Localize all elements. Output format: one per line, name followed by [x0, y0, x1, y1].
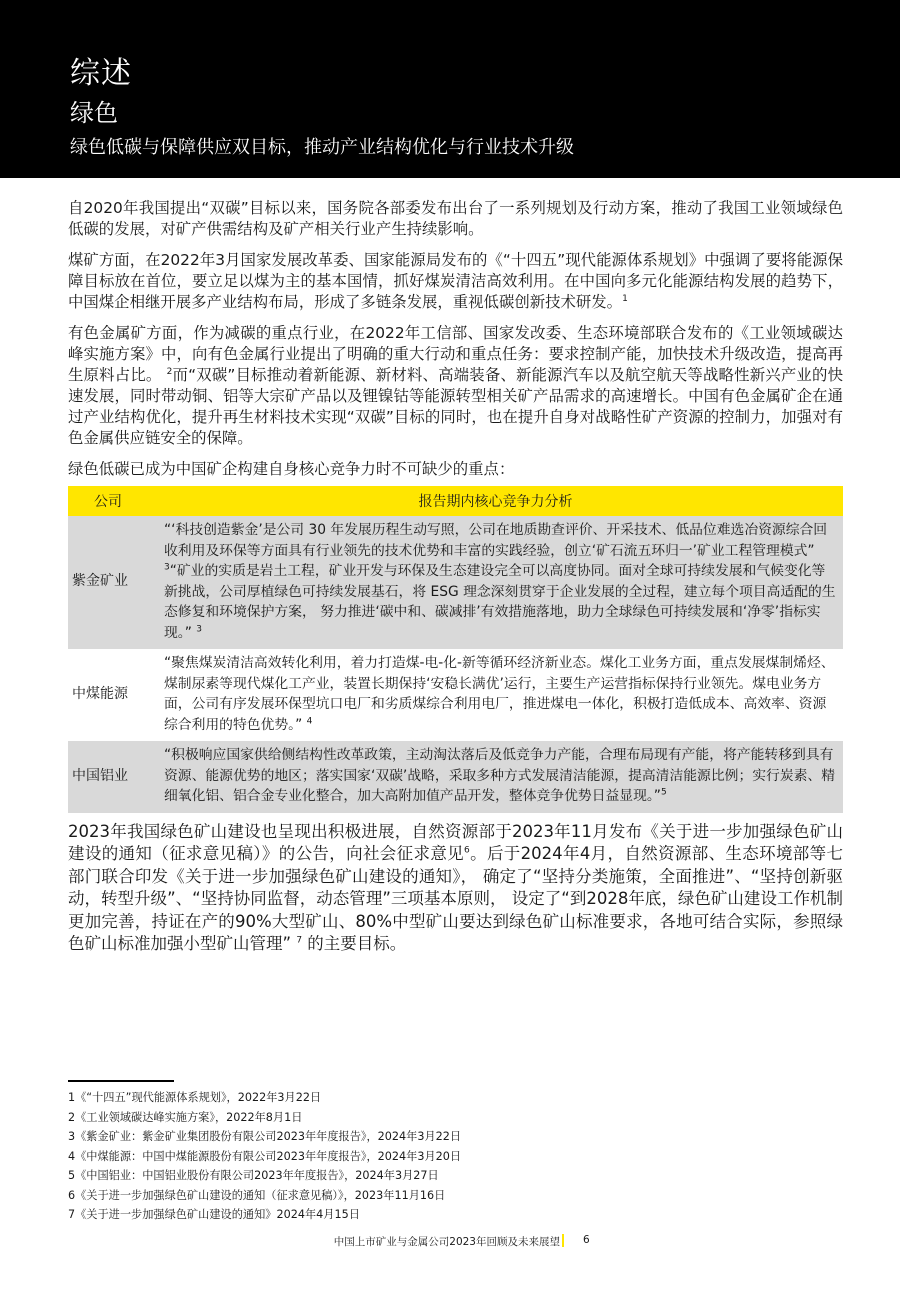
footnote-ref[interactable]: 1 [622, 293, 628, 304]
report-title: 中国上市矿业与金属公司2023年回顾及未来展望 [333, 1236, 560, 1248]
paragraph-nonferrous: 有色金属矿方面，作为减碳的重点行业，在2022年工信部、国家发改委、生态环境部联合发布的《工业领域碳达峰实施方案》中，向有色金属行业提出了明确的重大行动和重点任务：要求控制产能，加快技术升级改造，提高再生原料占比。 $^2$而“双碳”目标推动着新能源、新材料、高端装备、新能源汽车以及航空航天等战略性新兴产业的快速发展，同时带动铜、铝等大宗矿产品以及锂镍钴等能源转型相关矿产品需求的高速增长。中国有色金属矿企在通过产业结构优化，提升再生材料技术实现“双碳”目标的同时，也在提升自身对战略性矿产资源的控制力，加强对有色金属供应链安全的保障。 [68, 324, 843, 447]
footnote-item: 2《工业领域碳达峰实施方案》，2022年8月1日 [68, 1110, 303, 1124]
footnote-item: 7《关于进一步加强绿色矿山建设的通知》2024年4月15日 [68, 1208, 360, 1221]
footnote-ref[interactable]: 4 [306, 715, 313, 726]
footnote-ref[interactable]: 6 [464, 845, 470, 856]
table-intro: 绿色低碳已成为中国矿企构建自身核心竞争力时不可缺少的重点： [68, 460, 515, 478]
section-subtitle: 绿色 [70, 99, 118, 127]
footnote-item: 3《紫金矿业：紫金矿业集团股份有限公司2023年年度报告》，2024年3月22日 [68, 1130, 462, 1143]
page-footer [0, 1230, 900, 1250]
footnote-ref[interactable]: 2 [166, 366, 173, 377]
paragraph-intro: 自2020年我国提出“双碳”目标以来，国务院各部委发布出台了一系列规划及行动方案，推动了我国工业领域绿色低碳的发展，对矿产供需结构及矿产相关行业产生持续影响。 [68, 199, 843, 238]
table-row [68, 649, 843, 741]
table-row [68, 516, 843, 649]
main-content [68, 198, 843, 956]
footnote-item: 6《关于进一步加强绿色矿山建设的通知（征求意见稿）》，2023年11月16日 [68, 1188, 446, 1202]
footnote-ref[interactable]: 7 [296, 935, 303, 946]
column-header-company: 公司 [68, 486, 148, 516]
footnote-item: 4《中煤能源：中国中煤能源股份有限公司2023年年度报告》，2024年3月20日 [68, 1149, 462, 1163]
analysis-text: “积极响应国家供给侧结构性改革政策，主动淘汰落后及低竞争力产能，合理布局现有产能，将产能转移到具有资源、能源优势的地区；落实国家‘双碳’战略，采取多种方式发展清洁能源，提高清洁能源比例；实行炭素、精细氧化铝、铝合金专业化整合，加大高附加值产品开发，整体竞争优势日益显现。”$^5$ [148, 741, 843, 813]
company-name: 中国铝业 [68, 741, 148, 813]
footnote-ref[interactable]: 3 [164, 562, 170, 573]
footnote-item: 1《“十四五”现代能源体系规划》，2022年3月22日 [68, 1091, 322, 1104]
footnote-ref[interactable]: 5 [660, 787, 667, 798]
footnote-item: 5《中国铝业：中国铝业股份有限公司2023年年度报告》，2024年3月27日 [68, 1169, 439, 1182]
page-number: 6 [583, 1234, 590, 1246]
section-title: 综述 [70, 56, 132, 91]
footer-divider [562, 1234, 564, 1247]
analysis-text: “聚焦煤炭清洁高效转化利用，着力打造煤-电-化-新等循环经济新业态。煤化工业务方面，重点发展煤制烯烃、煤制尿素等现代煤化工产业，装置长期保持‘安稳长满优’运行，主要生产运营指标保持行业领先。煤电业务方面，公司有序发展环保型坑口电厂和劣质煤综合利用电厂，推进煤电一体化，积极打造低成本、高效率、资源综合利用的特色优势。” $^4$ [148, 649, 843, 741]
section-tagline: 绿色低碳与保障供应双目标，推动产业结构优化与行业技术升级 [70, 137, 574, 158]
company-name: 中煤能源 [68, 649, 148, 741]
footnote-ref[interactable]: 3 [196, 623, 202, 634]
column-header-analysis: 报告期内核心竞争力分析 [148, 486, 843, 516]
paragraph-coal: 煤矿方面，在2022年3月国家发展改革委、国家能源局发布的《“十四五”现代能源体系规划》中强调了要将能源保障目标放在首位，要立足以煤为主的基本国情，抓好煤炭清洁高效利用。在中国向多元化能源结构发展的趋势下，中国煤企相继开展多产业结构布局，形成了多链条发展，重视低碳创新技术研发。$^1$ [68, 251, 843, 311]
competitiveness-table [68, 486, 843, 813]
table-row [68, 741, 843, 813]
footnote-divider [68, 1080, 174, 1082]
footnotes-list [68, 1088, 828, 1225]
company-name: 紫金矿业 [68, 516, 148, 649]
analysis-text: “‘科技创造紫金’是公司 30 年发展历程生动写照，公司在地质勘查评价、开采技术、低品位难选冶资源综合回收利用及环保等方面具有行业领先的技术优势和丰富的实践经验，创立‘矿石流五环归一’矿业工程管理模式” $^3$“矿业的实质是岩土工程，矿业开发与环保及生态建设完全可以高度协同。面对全球可持续发展和气候变化等新挑战，公司厚植绿色可持续发展基石，将 ESG 理念深刻贯穿于企业发展的全过程，建立每个项目高适配的生态修复和环境保护方案， 努力推进‘碳中和、碳减排’有效措施落地，助力全球绿色可持续发展和‘净零’指标实现。” $^3$ [148, 516, 843, 649]
table-header-row [68, 486, 843, 516]
paragraph-green-mines: 2023年我国绿色矿山建设也呈现出积极进展，自然资源部于2023年11月发布《关于进一步加强绿色矿山建设的通知（征求意见稿）》的公告，向社会征求意见$^6$。后于2024年4月，自然资源部、生态环境部等七部门联合印发《关于进一步加强绿色矿山建设的通知》， 确定了“坚持分类施策，全面推进”、“坚持创新驱动，转型升级”、“坚持协同监督，动态管理”三项基本原则， 设定了“到2028年底，绿色矿山建设工作机制更加完善，持证在产的90%大型矿山、80%中型矿山要达到绿色矿山标准要求，各地可结合实际，参照绿色矿山标准加强小型矿山管理” $^7$ 的主要目标。 [68, 821, 843, 953]
page-header [0, 0, 900, 178]
